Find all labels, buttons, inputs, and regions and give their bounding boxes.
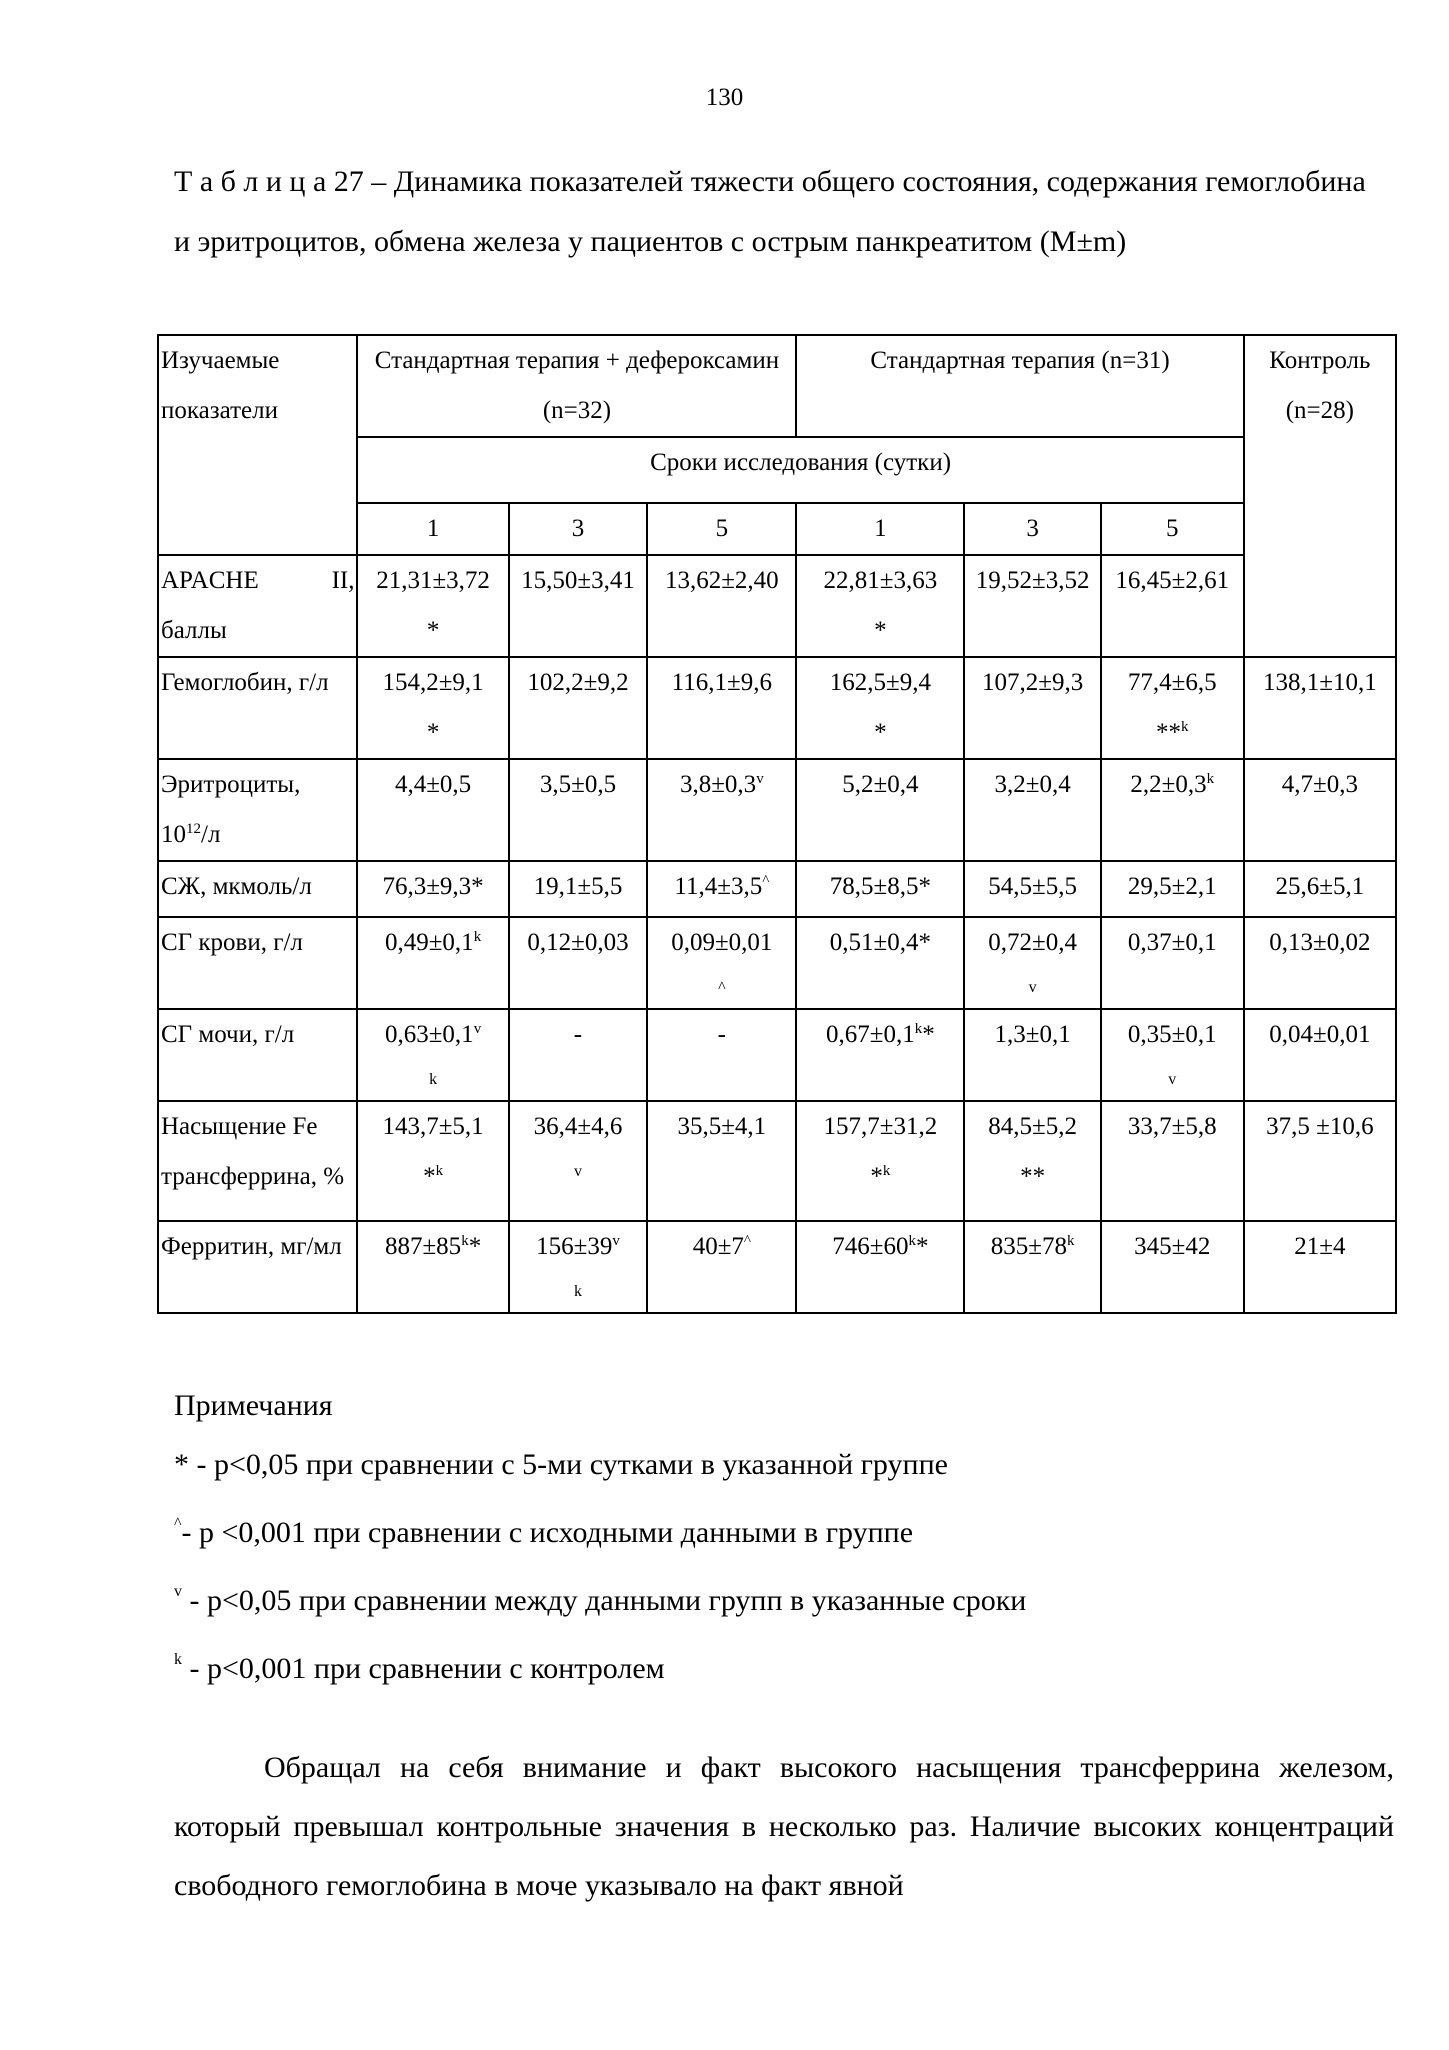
notes-list: [174, 1435, 1374, 1698]
significance-mark: v: [756, 771, 764, 787]
significance-mark: ^: [718, 979, 726, 996]
data-cell: 77,4±6,5 **$^k$: [1101, 657, 1244, 759]
control-cell: 138,1±10,1: [1244, 657, 1396, 759]
data-cell: $0,67\pm 0,1^k*$: [796, 1009, 964, 1101]
control-cell: 37,5 ±10,6: [1244, 1101, 1396, 1221]
data-cell: 33,7±5,8: [1101, 1101, 1244, 1221]
data-cell: 162,5±9,4 *: [796, 657, 964, 759]
notes-block: [174, 1376, 1374, 1698]
data-cell: 0,35±0,1 v: [1101, 1009, 1244, 1101]
data-cell: 0,51±0,4*: [796, 917, 964, 1009]
data-cell: 1,3±0,1: [964, 1009, 1100, 1101]
data-cell: $0,63\pm 0,1^v$ k: [357, 1009, 508, 1101]
significance-mark: k: [1206, 771, 1215, 787]
data-cell: 21,31±3,72 *: [357, 555, 508, 657]
significance-mark: k: [914, 1021, 923, 1037]
paragraph-text: Обращал на себя внимание и факт высокого насыщения трансферрина железом, который превышал контрольные значения в несколько раз. Наличие высоких концентраций свободного гемоглобина в моче указывало на факт явной: [174, 1751, 1394, 1902]
notes-title: Примечания: [174, 1389, 333, 1422]
control-cell: 25,6±5,1: [1244, 861, 1396, 917]
data-cell: 157,7±31,2 *$^k$: [796, 1101, 964, 1221]
significance-mark: k: [429, 1071, 438, 1088]
header-group-deferoxamine: Стандартная терапия + дефероксамин (n=32): [357, 335, 796, 437]
significance-mark: v: [1168, 1071, 1177, 1088]
header-day-cell: 3: [509, 503, 648, 555]
data-cell: 84,5±5,2 **: [964, 1101, 1100, 1221]
table-row: [158, 1101, 1396, 1221]
row-label: Эритроциты, $10^{12}/л$: [158, 759, 357, 861]
data-cell: 19,52±3,52: [964, 555, 1100, 657]
header-day-cell: 1: [796, 503, 964, 555]
data-cell: 3,5±0,5: [509, 759, 648, 861]
header-control: Контроль (n=28): [1244, 335, 1396, 657]
data-cell: -: [509, 1009, 648, 1101]
data-cell: 22,81±3,63 *: [796, 555, 964, 657]
data-cell: 15,50±3,41: [509, 555, 648, 657]
header-day-cell: 3: [964, 503, 1100, 555]
row-label: Насыщение Fe трансферрина, %: [158, 1101, 357, 1221]
table-row: [158, 917, 1396, 1009]
table-caption: Т а б л и ц а 27 – Динамика показателей тяжести общего состояния, содержания гемоглобина и эритроцитов, обмена железа у пациентов с острым панкреатитом (М±m): [174, 165, 1366, 258]
row-label: APACHE II, баллы: [158, 555, 357, 657]
significance-mark: v: [1028, 979, 1037, 996]
data-cell: 0,12±0,03: [509, 917, 648, 1009]
header-group-standard: Стандартная терапия (n=31): [796, 335, 1243, 437]
data-cell: 13,62±2,40: [647, 555, 796, 657]
table-row: [158, 1009, 1396, 1101]
data-cell: 76,3±9,3*: [357, 861, 508, 917]
significance-mark: k: [573, 1283, 582, 1300]
row-label: Ферритин, мг/мл: [158, 1221, 357, 1313]
significance-mark: k: [882, 1163, 891, 1179]
note-symbol: k: [174, 1651, 182, 1668]
header-day-cell: 5: [647, 503, 796, 555]
significance-mark: k: [1181, 719, 1189, 735]
data-cell: 35,5±4,1: [647, 1101, 796, 1221]
significance-mark: v: [612, 1233, 620, 1249]
table-row: [158, 759, 1396, 861]
note-symbol: ^: [174, 1515, 182, 1532]
significance-mark: ^: [743, 1233, 751, 1249]
significance-mark: k: [1066, 1233, 1075, 1249]
note-item: ^- р <0,001 при сравнении с исходными данными в группе: [174, 1515, 914, 1549]
data-cell: 143,7±5,1 *$^k$: [357, 1101, 508, 1221]
control-cell: 0,04±0,01: [1244, 1009, 1396, 1101]
data-cell: $156\pm 39^v$ k: [509, 1221, 648, 1313]
row-label: СГ мочи, г/л: [158, 1009, 357, 1101]
note-item: $^v$ - р<0,05 при сравнении между данными групп в указанные сроки: [174, 1583, 1027, 1617]
row-label: СЖ, мкмоль/л: [158, 861, 357, 917]
data-cell: 102,2±9,2: [509, 657, 648, 759]
note-item: $^k$ - р<0,001 при сравнении с контролем: [174, 1651, 665, 1685]
row-label: СГ крови, г/л: [158, 917, 357, 1009]
header-day-cell: 1: [357, 503, 508, 555]
data-cell: $0,49\pm 0,1^k$: [357, 917, 508, 1009]
note-symbol: *: [174, 1448, 189, 1481]
body-paragraph: [174, 1738, 1394, 1915]
data-cell: 36,4±4,6 v: [509, 1101, 648, 1221]
significance-mark: k: [473, 929, 482, 945]
data-cell: 116,1±9,6: [647, 657, 796, 759]
data-cell: 54,5±5,5: [964, 861, 1100, 917]
data-cell: 78,5±8,5*: [796, 861, 964, 917]
data-cell: 5,2±0,4: [796, 759, 964, 861]
significance-mark: ^: [762, 873, 770, 889]
control-cell: 0,13±0,02: [1244, 917, 1396, 1009]
data-cell: 4,4±0,5: [357, 759, 508, 861]
significance-mark: k: [435, 1163, 444, 1179]
data-cell: 29,5±2,1: [1101, 861, 1244, 917]
control-cell: 21±4: [1244, 1221, 1396, 1313]
significance-mark: k: [908, 1233, 916, 1249]
significance-mark: v: [573, 1163, 582, 1180]
note-symbol: v: [174, 1583, 182, 1600]
data-cell: 0,37±0,1: [1101, 917, 1244, 1009]
data-cell: 0,72±0,4 v: [964, 917, 1100, 1009]
control-cell: 4,7±0,3: [1244, 759, 1396, 861]
note-item: * - р<0,05 при сравнении с 5-ми сутками в указанной группе: [174, 1448, 948, 1481]
data-cell: $746\pm 60^k*$: [796, 1221, 964, 1313]
data-cell: 3,2±0,4: [964, 759, 1100, 861]
page-number: 130: [705, 84, 744, 111]
significance-mark: v: [473, 1021, 482, 1037]
table-row: [158, 861, 1396, 917]
row-label: Гемоглобин, г/л: [158, 657, 357, 759]
data-cell: 345±42: [1101, 1221, 1244, 1313]
table-row: [158, 1221, 1396, 1313]
data-cell: 0,09±0,01 ^: [647, 917, 796, 1009]
data-cell: $2,2\pm 0,3^k$: [1101, 759, 1244, 861]
data-cell: $3,8\pm 0,3^v$: [647, 759, 796, 861]
data-cell: 11,4±3,5^: [647, 861, 796, 917]
significance-mark: k: [461, 1233, 469, 1249]
data-cell: 40±7^: [647, 1221, 796, 1313]
data-cell: $835\pm 78^k$: [964, 1221, 1100, 1313]
header-indicators: Изучаемые показатели: [158, 335, 357, 555]
data-cell: 19,1±5,5: [509, 861, 648, 917]
table-row: [158, 555, 1396, 657]
header-days-label: Сроки исследования (сутки): [357, 437, 1243, 503]
data-cell: 107,2±9,3: [964, 657, 1100, 759]
data-cell: 154,2±9,1 *: [357, 657, 508, 759]
data-cell: 16,45±2,61: [1101, 555, 1244, 657]
table-row: [158, 657, 1396, 759]
data-cell: -: [647, 1009, 796, 1101]
header-day-cell: 5: [1101, 503, 1244, 555]
data-cell: $887\pm 85^k*$: [357, 1221, 508, 1313]
data-table: [157, 334, 1397, 1314]
